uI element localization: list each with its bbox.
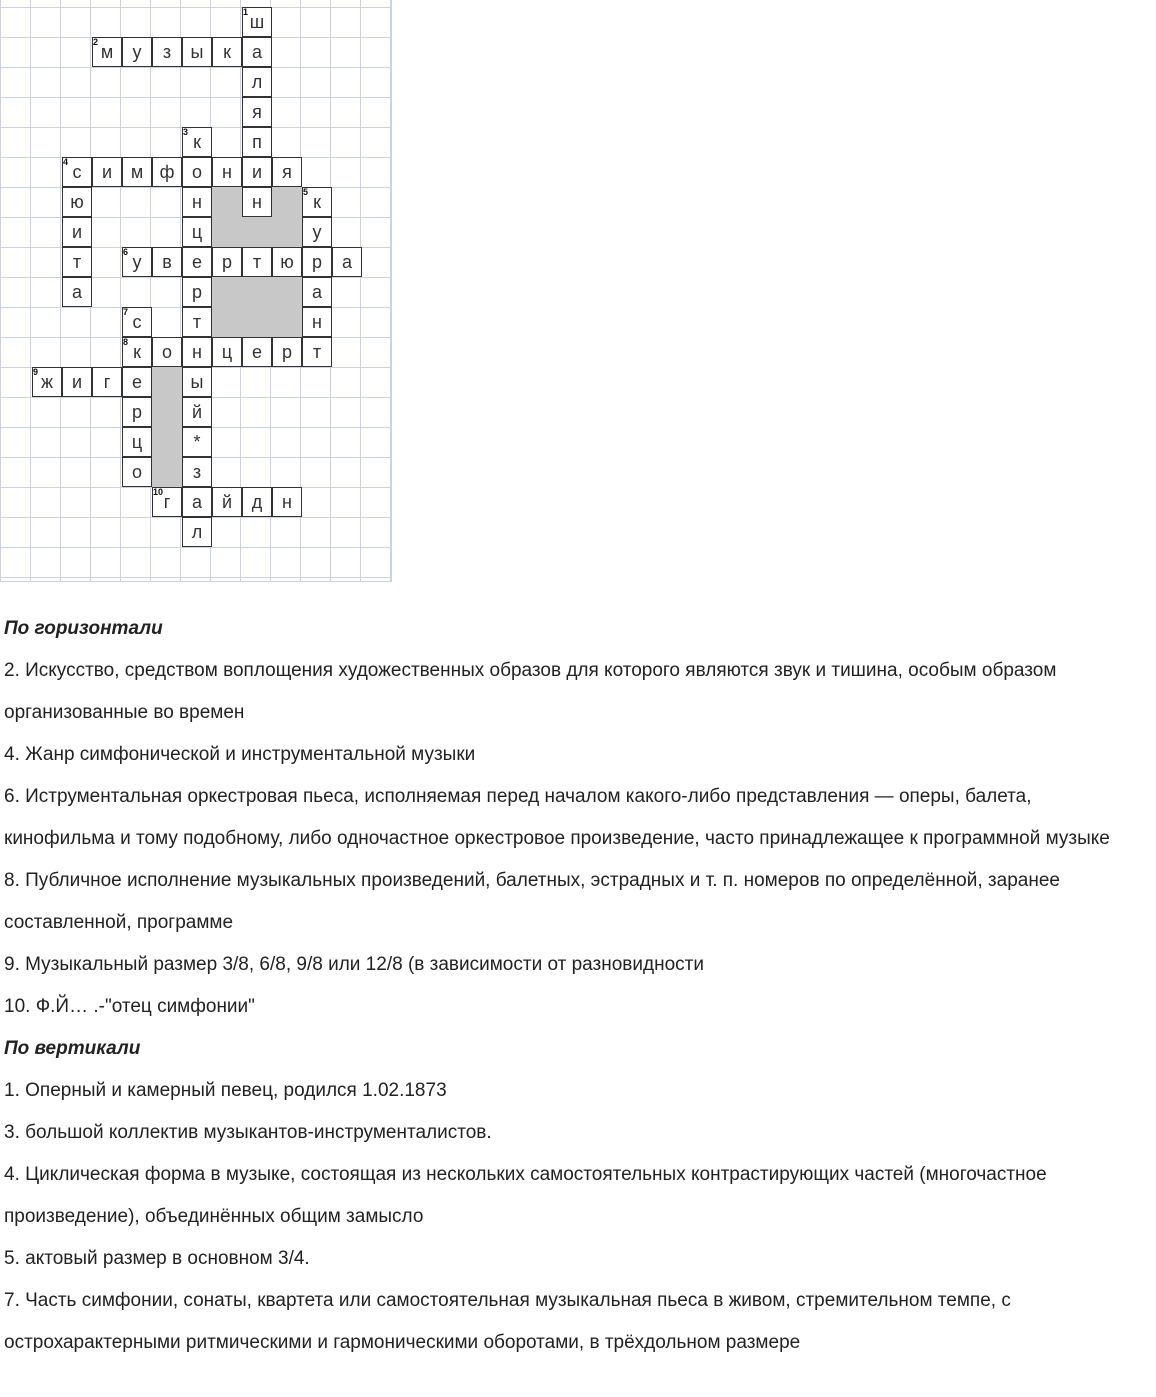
clue-number: 5	[303, 187, 309, 197]
crossword-cell: г	[152, 487, 182, 517]
crossword-cell: ы	[182, 367, 212, 397]
down-clue: 3. большой коллектив музыкантов-инструменталистов.	[4, 1122, 492, 1143]
crossword-cell: с	[62, 157, 92, 187]
crossword-cell: н	[272, 487, 302, 517]
crossword-cell: т	[62, 247, 92, 277]
crossword-cell: ы	[182, 37, 212, 67]
clue-number: 3	[183, 127, 189, 137]
crossword-cell: а	[62, 277, 92, 307]
crossword-cell: ю	[272, 247, 302, 277]
down-clue: 4. Циклическая форма в музыке, состоящая из нескольких самостоятельных контрастирующих частей (многочастное произведение), объединённых общим замысло	[4, 1164, 1047, 1227]
across-clue: 10. Ф.Й… .-"отец симфонии"	[4, 996, 255, 1017]
crossword-cell: ж	[32, 367, 62, 397]
across-heading: По горизонтали	[4, 618, 163, 639]
crossword-cell: а	[332, 247, 362, 277]
crossword-cell: ц	[122, 427, 152, 457]
shaded-block	[152, 367, 182, 487]
clue-number: 4	[63, 157, 69, 167]
crossword-cell: т	[302, 337, 332, 367]
crossword-cell: н	[242, 187, 272, 217]
crossword-cell: *	[182, 427, 212, 457]
crossword-cell: ш	[242, 7, 272, 37]
crossword-cell: о	[122, 457, 152, 487]
crossword-cell: и	[92, 157, 122, 187]
across-clue: 6. Иструментальная оркестровая пьеса, исполняемая перед началом какого-либо представления — оперы, балета, кинофильма и тому подобному, либо одночастное оркестровое произведение, часто принадлежащее к программной музыке	[4, 786, 1110, 849]
across-clue: 2. Искусство, средством воплощения художественных образов для которого являются звук и тишина, особым образом организованные во времен	[4, 660, 1057, 723]
crossword-cell: л	[242, 67, 272, 97]
crossword-cell: у	[122, 247, 152, 277]
down-clue: 5. актовый размер в основном 3/4.	[4, 1248, 310, 1269]
crossword-cell: е	[122, 367, 152, 397]
crossword-cell: у	[122, 37, 152, 67]
down-clue: 7. Часть симфонии, сонаты, квартета или самостоятельная музыкальная пьеса в живом, стремительном темпе, с острохарактерными ритмическими и гармоническими оборотами, в трёхдольном размере	[4, 1290, 1011, 1353]
crossword-cell: к	[122, 337, 152, 367]
across-clue: 9. Музыкальный размер 3/8, 6/8, 9/8 или 12/8 (в зависимости от разновидности	[4, 954, 704, 975]
crossword-cell: р	[302, 247, 332, 277]
crossword-cell: о	[182, 157, 212, 187]
crossword-cell: и	[62, 367, 92, 397]
crossword-cell: н	[302, 307, 332, 337]
crossword-cell: и	[242, 157, 272, 187]
across-clue: 8. Публичное исполнение музыкальных произведений, балетных, эстрадных и т. п. номеров по определённой, заранее составленной, программе	[4, 870, 1060, 933]
clue-number: 7	[123, 307, 129, 317]
crossword-cell: з	[152, 37, 182, 67]
crossword-cell: ц	[182, 217, 212, 247]
clues-section	[4, 608, 1144, 1364]
crossword-cell: з	[182, 457, 212, 487]
crossword-cell: а	[182, 487, 212, 517]
crossword-cell: р	[212, 247, 242, 277]
clue-number: 1	[243, 7, 249, 17]
down-heading: По вертикали	[4, 1038, 141, 1059]
crossword-cell: я	[272, 157, 302, 187]
crossword-cell: о	[152, 337, 182, 367]
clue-number: 6	[123, 247, 129, 257]
crossword-cell: е	[182, 247, 212, 277]
crossword-cell: н	[182, 337, 212, 367]
crossword-cell: в	[152, 247, 182, 277]
crossword-cell: к	[212, 37, 242, 67]
crossword-cell: у	[302, 217, 332, 247]
crossword-cell: ю	[62, 187, 92, 217]
crossword-cell: п	[242, 127, 272, 157]
crossword-cell: д	[242, 487, 272, 517]
crossword-grid	[0, 0, 392, 582]
crossword-cell: р	[272, 337, 302, 367]
crossword-cell: н	[212, 157, 242, 187]
clue-number: 9	[33, 367, 39, 377]
crossword-cell: г	[92, 367, 122, 397]
crossword-cell: р	[182, 277, 212, 307]
crossword-cell: л	[182, 517, 212, 547]
down-clue: 1. Оперный и камерный певец, родился 1.02.1873	[4, 1080, 447, 1101]
crossword-cell: т	[242, 247, 272, 277]
shaded-block	[212, 277, 302, 337]
clue-number: 10	[153, 487, 164, 497]
crossword-cell: к	[302, 187, 332, 217]
crossword-cell: к	[182, 127, 212, 157]
crossword-cell: ф	[152, 157, 182, 187]
crossword-cell: м	[92, 37, 122, 67]
crossword-cell: а	[242, 37, 272, 67]
crossword-cell: т	[182, 307, 212, 337]
crossword-cell: с	[122, 307, 152, 337]
crossword-cell: ц	[212, 337, 242, 367]
clue-number: 2	[93, 37, 99, 47]
crossword-cell: й	[212, 487, 242, 517]
crossword-cell: н	[182, 187, 212, 217]
crossword-cell: и	[62, 217, 92, 247]
crossword-cell: р	[122, 397, 152, 427]
crossword-cell: й	[182, 397, 212, 427]
crossword-cell: а	[302, 277, 332, 307]
crossword-cell: м	[122, 157, 152, 187]
clue-number: 8	[123, 337, 129, 347]
crossword-cell: я	[242, 97, 272, 127]
across-clue: 4. Жанр симфонической и инструментальной музыки	[4, 744, 476, 765]
crossword-cell: е	[242, 337, 272, 367]
